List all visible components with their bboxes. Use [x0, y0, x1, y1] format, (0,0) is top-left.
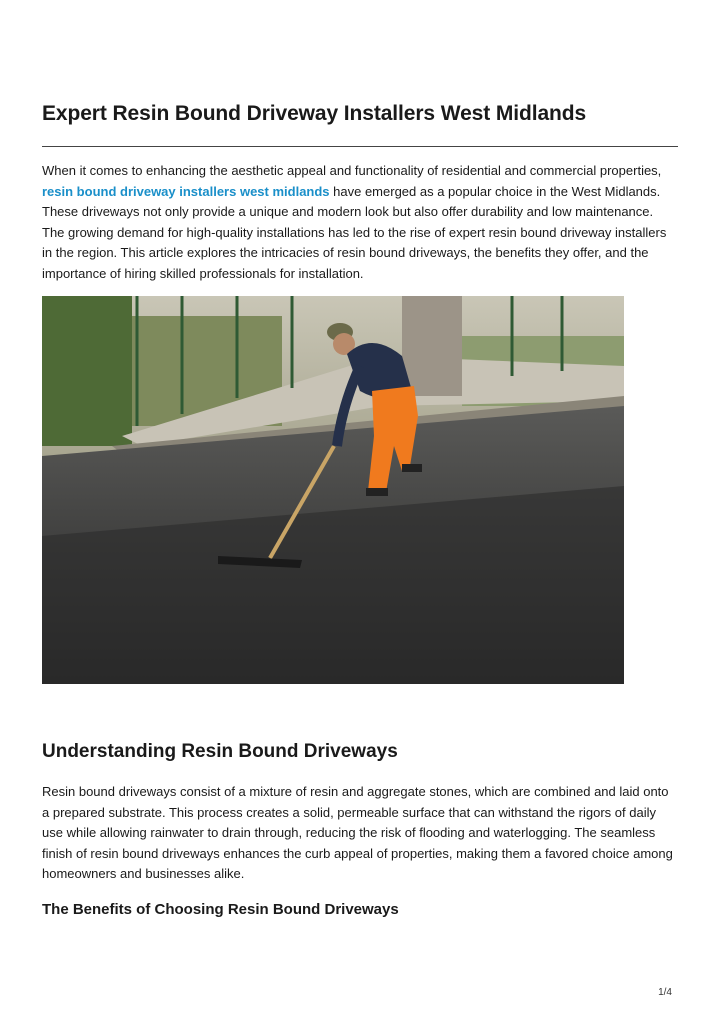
worker-raking-asphalt-photo: [42, 296, 624, 684]
intro-text-before-link: When it comes to enhancing the aesthetic appeal and functionality of residential and commercial properties,: [42, 163, 662, 178]
subsection-heading: The Benefits of Choosing Resin Bound Driveways: [42, 901, 399, 918]
section-heading: Understanding Resin Bound Driveways: [42, 741, 398, 762]
intro-paragraph: [42, 161, 678, 285]
intro-text-after-link: have emerged as a popular choice in the West Midlands. These driveways not only provide a unique and modern look but also offer durability and low maintenance. The growing demand for high-quality installations has led to the rise of expert resin bound driveway installers in the region. This article explores the intricacies of resin bound driveways, the benefits they offer, and the importance of hiring skilled professionals for installation.: [42, 183, 667, 281]
installers-link[interactable]: resin bound driveway installers west midlands: [42, 183, 330, 199]
section-paragraph: Resin bound driveways consist of a mixture of resin and aggregate stones, which are combined and laid onto a prepared substrate. This process creates a solid, permeable surface that can withstand the rigors of daily use while allowing rainwater to drain through, reducing the risk of flooding and waterlogging. The seamless finish of resin bound driveways enhances the curb appeal of properties, making them a favored choice among homeowners and businesses alike.: [42, 784, 673, 882]
page-number: 1/4: [658, 987, 672, 998]
title-divider: [42, 146, 678, 147]
page-title: Expert Resin Bound Driveway Installers West Midlands: [42, 102, 587, 125]
